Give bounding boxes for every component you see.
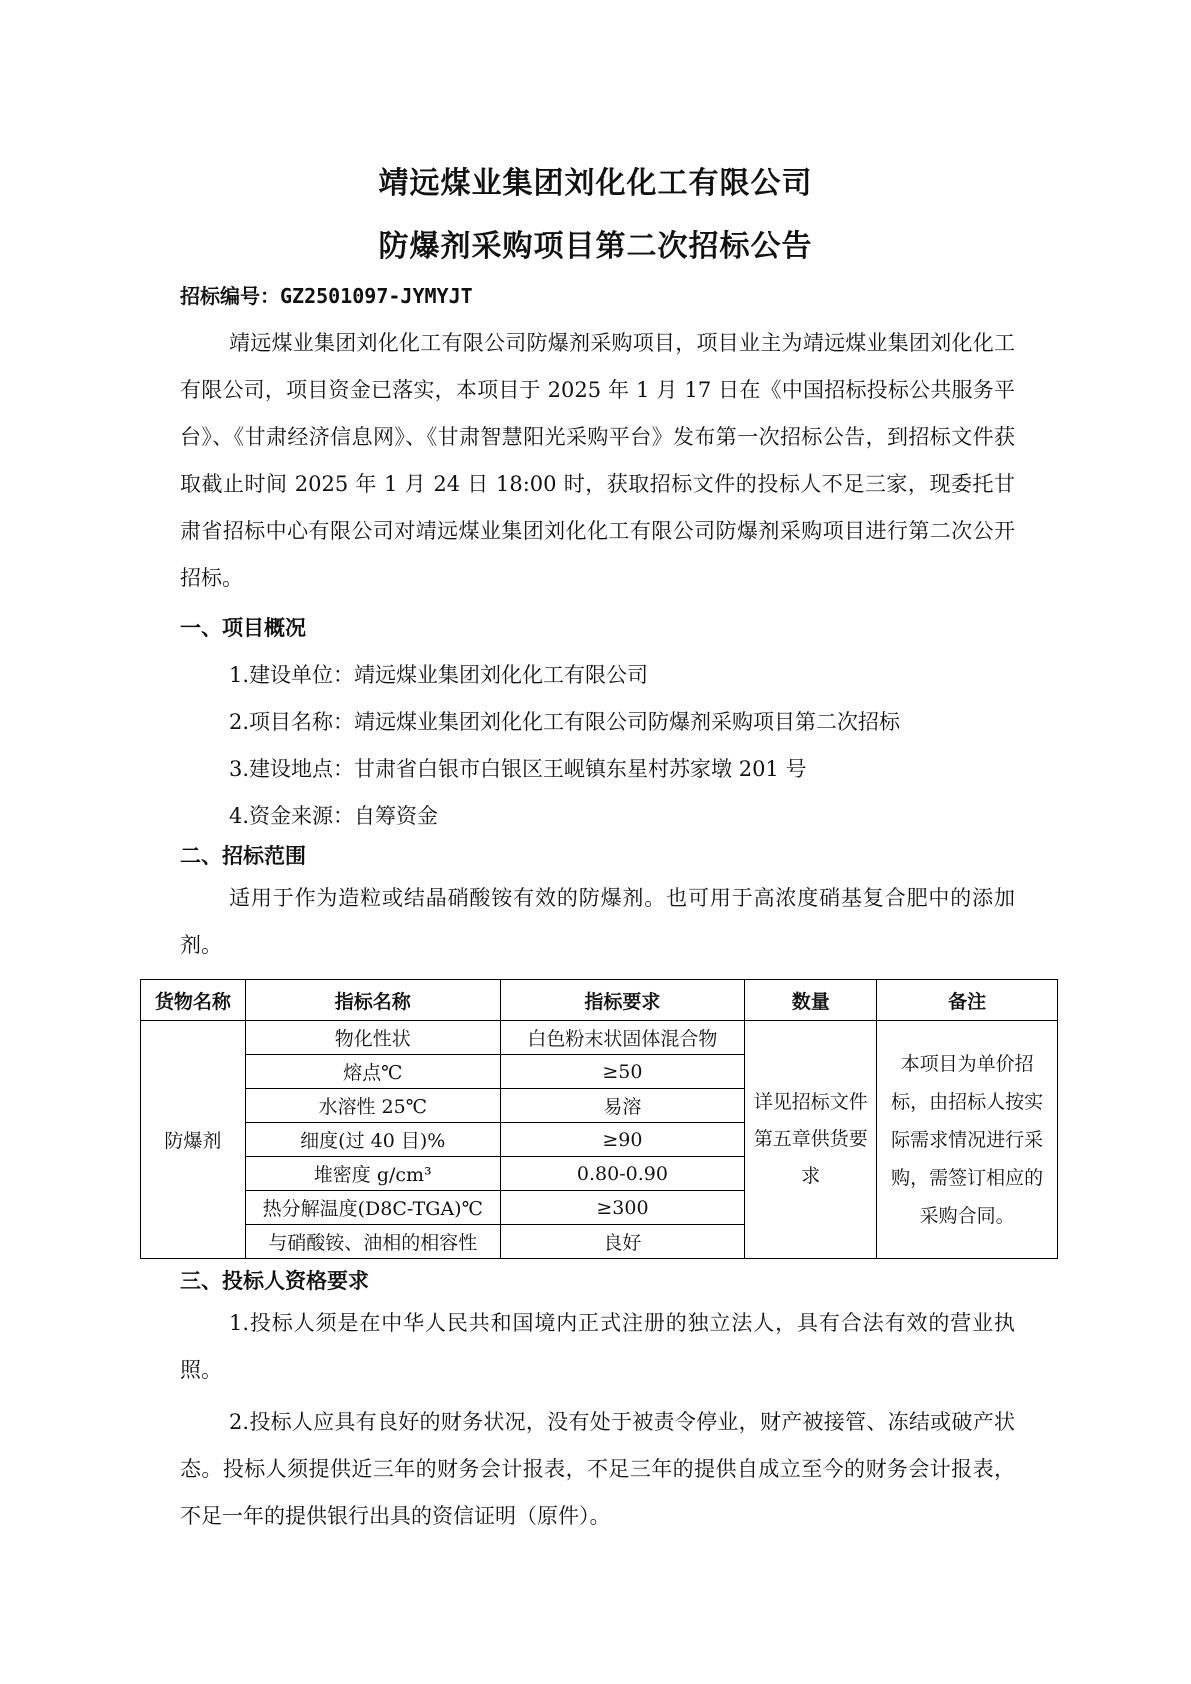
table-header: 数量 bbox=[745, 980, 877, 1021]
section2-heading: 二、招标范围 bbox=[180, 844, 306, 868]
table-header: 指标要求 bbox=[500, 980, 745, 1021]
indicator-requirement: 易溶 bbox=[500, 1089, 745, 1123]
table-row bbox=[141, 1021, 1058, 1055]
section1-item: 2.项目名称：靖远煤业集团刘化化工有限公司防爆剂采购项目第二次招标 bbox=[229, 710, 901, 734]
bid-number bbox=[180, 280, 473, 309]
section3-paragraph-1: 1.投标人须是在中华人民共和国境内正式注册的独立法人，具有合法有效的营业执照。 bbox=[180, 1311, 1015, 1382]
goods-name-cell: 防爆剂 bbox=[141, 1021, 246, 1259]
indicator-name: 物化性状 bbox=[245, 1021, 500, 1055]
spec-table bbox=[140, 979, 1058, 1259]
bid-number-label: 招标编号： bbox=[180, 284, 280, 308]
indicator-name: 与硝酸铵、油相的相容性 bbox=[245, 1225, 500, 1259]
indicator-requirement: 0.80-0.90 bbox=[500, 1157, 745, 1191]
section3-paragraph-2: 2.投标人应具有良好的财务状况，没有处于被责令停业，财产被接管、冻结或破产状态。投标人须提供近三年的财务会计报表，不足三年的提供自成立至今的财务会计报表，不足一年的提供银行出具的资信证明（原件）。 bbox=[180, 1410, 1015, 1528]
indicator-requirement: ≥50 bbox=[500, 1055, 745, 1089]
table-header: 货物名称 bbox=[141, 980, 246, 1021]
indicator-name: 堆密度 g/cm³ bbox=[245, 1157, 500, 1191]
table-header: 备注 bbox=[877, 980, 1058, 1021]
section1-item: 4.资金来源：自筹资金 bbox=[229, 804, 439, 828]
bid-number-code: GZ2501097-JYMYJT bbox=[280, 284, 473, 308]
section1-heading: 一、项目概况 bbox=[180, 616, 306, 640]
section1-item: 3.建设地点：甘肃省白银市白银区王岘镇东星村苏家墩 201 号 bbox=[229, 757, 807, 781]
section1-item: 1.建设单位：靖远煤业集团刘化化工有限公司 bbox=[229, 663, 649, 687]
indicator-name: 细度(过 40 目)% bbox=[245, 1123, 500, 1157]
indicator-name: 水溶性 25℃ bbox=[245, 1089, 500, 1123]
indicator-requirement: ≥300 bbox=[500, 1191, 745, 1225]
note-cell: 本项目为单价招标，由招标人按实际需求情况进行采购，需签订相应的采购合同。 bbox=[877, 1021, 1058, 1259]
indicator-requirement: 白色粉末状固体混合物 bbox=[500, 1021, 745, 1055]
document-title-line1: 靖远煤业集团刘化化工有限公司 bbox=[378, 166, 813, 201]
intro-paragraph: 靖远煤业集团刘化化工有限公司防爆剂采购项目，项目业主为靖远煤业集团刘化化工有限公司，项目资金已落实，本项目于 2025 年 1 月 17 日在《中国招标投标公共服务平台》、《甘肃经济信息网》、《甘肃智慧阳光采购平台》发布第一次招标公告，到招标文件获取截止时间 2025 年 1 月 24 日 18:00 时，获取招标文件的投标人不足三家，现委托甘肃省招标中心有限公司对靖远煤业集团刘化化工有限公司防爆剂采购项目进行第二次公开招标。 bbox=[180, 331, 1015, 590]
indicator-name: 熔点℃ bbox=[245, 1055, 500, 1089]
indicator-requirement: 良好 bbox=[500, 1225, 745, 1259]
table-header: 指标名称 bbox=[245, 980, 500, 1021]
table-header-row bbox=[141, 980, 1058, 1021]
quantity-cell: 详见招标文件第五章供货要求 bbox=[745, 1021, 877, 1259]
section2-text: 适用于作为造粒或结晶硝酸铵有效的防爆剂。也可用于高浓度硝基复合肥中的添加剂。 bbox=[180, 886, 1015, 957]
document-title-line2: 防爆剂采购项目第二次招标公告 bbox=[378, 229, 813, 264]
indicator-requirement: ≥90 bbox=[500, 1123, 745, 1157]
section3-heading: 三、投标人资格要求 bbox=[180, 1269, 369, 1293]
indicator-name: 热分解温度(D8C-TGA)℃ bbox=[245, 1191, 500, 1225]
